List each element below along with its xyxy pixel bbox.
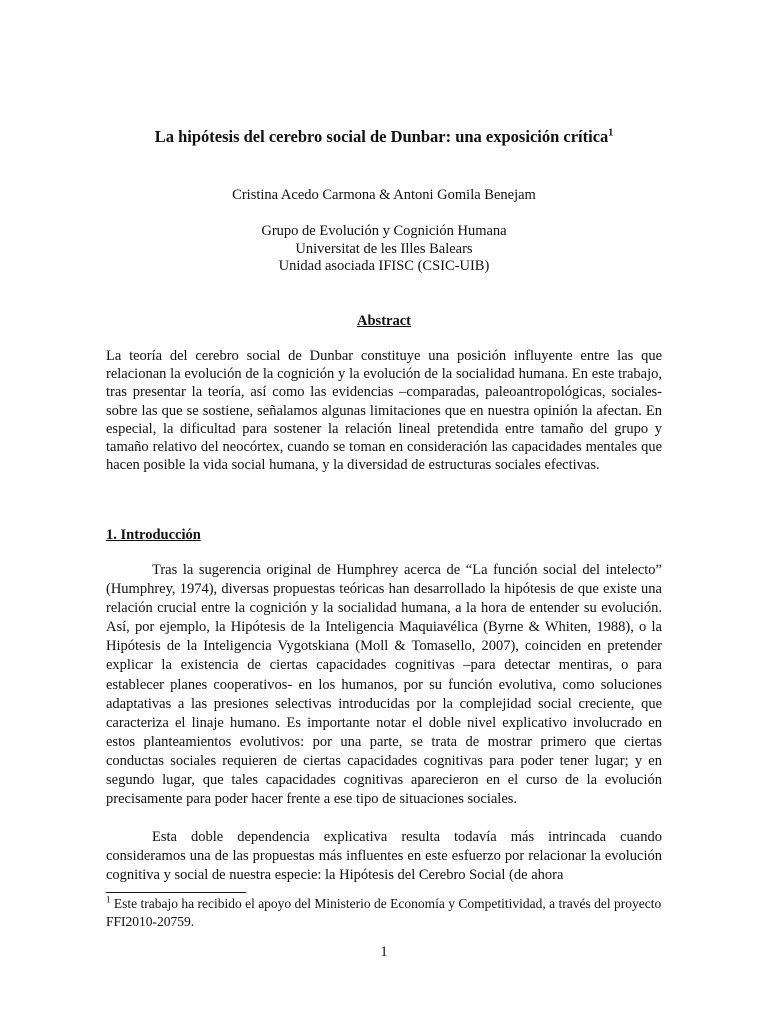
abstract-heading: Abstract bbox=[357, 313, 411, 329]
page-number: 1 bbox=[380, 944, 388, 960]
footnote-divider bbox=[106, 892, 246, 893]
affiliation-line: Grupo de Evolución y Cognición Humana bbox=[261, 223, 507, 239]
affiliation-line: Unidad asociada IFISC (CSIC-UIB) bbox=[278, 258, 490, 274]
footnote bbox=[106, 895, 662, 931]
affiliation-line: Universitat de les Illes Balears bbox=[295, 240, 473, 257]
paper-title bbox=[60, 127, 708, 147]
abstract-text: La teoría del cerebro social de Dunbar constituye una posición influyente entre las que relacionan la evolución de la cognición y la evolución de la socialidad humana. En este trabajo, tras presentar la teoría, así como las evidencias –comparadas, paleoantropológicas, sociales- sobre las que se sostiene, señalamos algunas limitaciones que en nuestra opinión la afectan. En especial, la dificultad para sostener la relación lineal pretendida entre tamaño del grupo y tamaño relativo del neocórtex, cuando se toman en consideración las capacidades mentales que hacen posible la vida social humana, y la diversidad de estructuras sociales efectivas. bbox=[106, 348, 662, 474]
affiliation-block bbox=[60, 223, 708, 276]
title-text: La hipótesis del cerebro social de Dunbar: una exposición crítica bbox=[154, 127, 609, 146]
footnote-text: Este trabajo ha recibido el apoyo del Ministerio de Economía y Competitividad, a través del proyecto FFI2010-20759. bbox=[106, 896, 662, 929]
footnote-marker: 1 bbox=[106, 894, 111, 905]
body-paragraph: Tras la sugerencia original de Humphrey acerca de “La función social del intelecto” (Humphrey, 1974), diversas propuestas teóricas han desarrollado la hipótesis de que existe una relación crucial entre la cognición y la socialidad humana, a la hora de entender su evolución. Así, por ejemplo, la Hipótesis de la Inteligencia Maquiavélica (Byrne & Whiten, 1988), o la Hipótesis de la Inteligencia Vygotskiana (Moll & Tomasello, 2007), coinciden en pretender explicar la existencia de ciertas capacidades cognitivas –para detectar mentiras, o para establecer planes cooperativos- en los humanos, por su función evolutiva, como soluciones adaptativas a las presiones selectivas introducidas por la complejidad social creciente, que caracteriza el linaje humano. Es importante notar el doble nivel explicativo involucrado en estos planteamientos evolutivos: por una parte, se trata de mostrar primero que ciertas conductas sociales requieren de ciertas capacidades cognitivas para poder tener lugar; y en segundo lugar, que tales capacidades cognitivas aparecieron en el curso de la evolución precisamente para poder hacer frente a ese tipo de situaciones sociales. bbox=[106, 562, 662, 808]
section-heading: 1. Introducción bbox=[106, 527, 201, 543]
body-paragraph: Esta doble dependencia explicativa resulta todavía más intrincada cuando consideramos una de las propuestas más influentes en este esfuerzo por relacionar la evolución cognitiva y social de nuestra especie: la Hipótesis del Cerebro Social (de ahora bbox=[106, 829, 662, 884]
title-footnote-marker: 1 bbox=[608, 127, 614, 139]
author-names: Cristina Acedo Carmona & Antoni Gomila Benejam bbox=[232, 187, 536, 203]
